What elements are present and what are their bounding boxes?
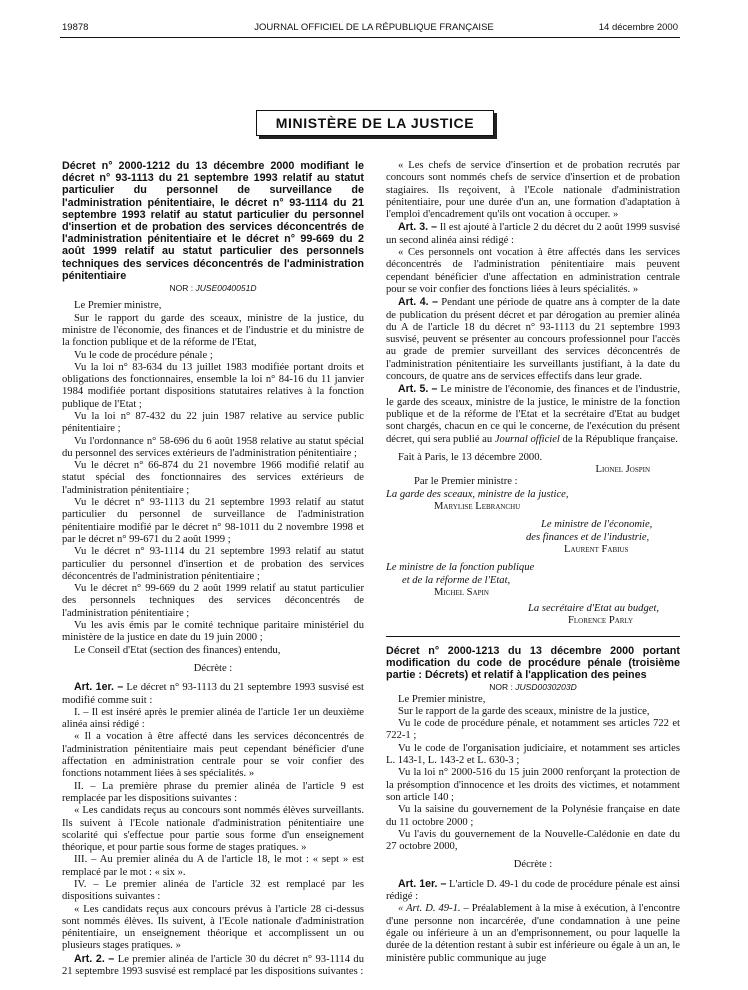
decree1-preamble-7: Vu le décret n° 93-1113 du 21 septembre 1993 relatif au statut particulier du personnel de surveillance de l'administration pénitentiaire modifié par le décret n° 98-1011 du 2 novembre 1998 et par le décret n° 99-671 du 2 août 1999 ; xyxy=(62,497,364,545)
signature-eco-title-1: Le ministre de l'économie, xyxy=(541,519,653,531)
issue-date: 14 décembre 2000 xyxy=(598,22,678,33)
decree2-preamble-1: Sur le rapport de la garde des sceaux, ministre de la justice, xyxy=(398,705,650,717)
decree1-art1-item-5: IV. – Le premier alinéa de l'article 32 est remplacé par les dispositions suivantes : xyxy=(62,878,364,903)
decree-separator xyxy=(386,636,680,637)
decree1-title: Décret n° 2000-1212 du 13 décembre 2000 modifiant le décret n° 93-1113 du 21 septembre 1993 relatif au statut particulier du personnel de surveillance de l'administration pénitentiaire, le décret n° 93-1114 du 21 septembre 1993 relatif au statut particulier du personnel d'insertion et de probation des services déconcentrés de l'administration pénitentiaire et le décret n° 99-669 du 2 août 1999 relatif au statut particulier des personnels techniques des services déconcentrés de l'administration pénitentiaire xyxy=(62,160,364,282)
header-rule xyxy=(60,37,680,38)
decree2-preamble-5: Vu la saisine du gouvernement de la Polynésie française en date du 11 octobre 2000 ; xyxy=(386,804,680,828)
decree2-preamble-2: Vu le code de procédure pénale, et notamment ses articles 722 et 722-1 ; xyxy=(386,718,680,742)
decree1-art1-item-6: « Les candidats reçus aux concours prévus à l'article 28 ci-dessus sont nommés élèves. Ils suivent, à l'Ecole nationale d'administration pénitentiaire, un enseignement théorique et accomplissent un ou plusieurs stages pratiques. » xyxy=(62,903,364,952)
signature-eco-name: Laurent Fabius xyxy=(564,543,629,555)
signature-par-pm: Par le Premier ministre : xyxy=(414,476,518,488)
decree1-article-1: Art. 1er. – Le décret n° 93-1113 du 21 septembre 1993 susvisé est modifié comme suit : xyxy=(62,681,364,706)
decree2-preamble-4: Vu la loi n° 2000-516 du 15 juin 2000 renforçant la protection de la présomption d'innocence et les droits des victimes, et notamment son article 140 ; xyxy=(386,767,680,803)
signature-garde-title: La garde des sceaux, ministre de la justice, xyxy=(386,488,569,500)
journal-title: JOURNAL OFFICIEL DE LA RÉPUBLIQUE FRANÇAISE xyxy=(254,22,494,33)
decree2-title: Décret n° 2000-1213 du 13 décembre 2000 portant modification du code de procédure pénale (troisième partie : Décrets) et relatif à l'application des peines xyxy=(386,644,680,682)
decree1-art1-item-3: « Les candidats reçus au concours sont nommés élèves surveillants. Ils suivent à l'Ecole nationale d'administration pénitentiaire une scolarité qui s'effectue pour partie sous forme d'un enseignement théorique, et pour partie sous forme de stages pratiques. » xyxy=(62,805,364,854)
decree1-article-4: Art. 4. – Pendant une période de quatre ans à compter de la date de publication du présent décret et par dérogation au premier alinéa du A de l'article 18 du décret n° 93-1113 du 21 septembre 1993 susvisé, peuvent se présenter au concours professionnel pour l'accès au grade de premier surveillant des services déconcentrés de l'administration pénitentiaire les surveillants justifiant, à la date du concours, de quatre ans de services effectifs dans leur grade. xyxy=(386,296,680,383)
decree1-art1-item-1: « Il a vocation à être affecté dans les services déconcentrés de l'administration pénitentiaire mais peut cependant bénéficier d'une affectation en administration centrale pour se voir confier des fonctions notamment liées à ses spécialités. » xyxy=(62,731,364,780)
decree1-preamble-11: Le Conseil d'Etat (section des finances) entendu, xyxy=(74,644,281,656)
decree1-nor: NOR : JUSE0040051D xyxy=(169,283,257,294)
decree1-preamble-10: Vu les avis émis par le comité technique paritaire ministériel du ministère de la justice en date du 19 juin 2000 ; xyxy=(62,620,364,644)
decree1-art3-quote: « Ces personnels ont vocation à être affectés dans les services déconcentrés de l'administration pénitentiaire mais peuvent cependant bénéficier d'une affectation en administration centrale pour se voir confier des fonctions liées à leurs spécialités. » xyxy=(386,247,680,295)
signature-fp-title-2: et de la réforme de l'Etat, xyxy=(402,574,511,586)
decree2-preamble-3: Vu le code de l'organisation judiciaire, et notamment ses articles L. 143-1, L. 143-2 et L. 630-3 ; xyxy=(386,742,680,767)
decree2-decrete: Décrète : xyxy=(513,859,553,871)
decree1-preamble-3: Vu la loi n° 83-634 du 13 juillet 1983 modifiée portant droits et obligations des fonctionnaires, ensemble la loi n° 84-16 du 11 janvier 1984 modifiée portant dispositions statutaires relatives à la fonction publique de l'Etat ; xyxy=(62,361,364,410)
decree1-art1-item-2: II. – La première phrase du premier alinéa de l'article 9 est remplacée par les dispositions suivantes : xyxy=(62,780,364,804)
decree1-preamble-4: Vu la loi n° 87-432 du 22 juin 1987 relative au service public pénitentiaire ; xyxy=(62,411,364,435)
decree1-preamble-2: Vu le code de procédure pénale ; xyxy=(74,349,213,361)
signature-eco-title-2: des finances et de l'industrie, xyxy=(526,531,650,543)
decree2-article-1: Art. 1er. – L'article D. 49-1 du code de procédure pénale est ainsi rédigé : xyxy=(386,877,680,903)
decree1-preamble-9: Vu le décret n° 99-669 du 2 août 1999 relatif au statut particulier des personnels techniques des services déconcentrés de l'administration pénitentiaire ; xyxy=(62,583,364,619)
decree2-preamble-0: Le Premier ministre, xyxy=(398,693,486,705)
left-column xyxy=(62,160,364,978)
decree1-preamble-6: Vu le décret n° 66-874 du 21 novembre 1966 modifié relatif au statut spécial des fonctionnaires des services extérieurs de l'administration pénitentiaire ; xyxy=(62,460,364,496)
signature-fp-title-1: Le ministre de la fonction publique xyxy=(386,562,535,574)
decree1-preamble-5: Vu l'ordonnance n° 58-696 du 6 août 1958 relative au statut spécial du personnel des services extérieurs de l'administration pénitentiaire ; xyxy=(62,435,364,459)
decree2-preamble-6: Vu l'avis du gouvernement de la Nouvelle-Calédonie en date du 27 octobre 2000, xyxy=(386,828,680,853)
decree1-preamble-1: Sur le rapport du garde des sceaux, ministre de la justice, du ministre de l'économie, des finances et de l'industrie et du ministre de la fonction publique et de la réforme de l'Etat, xyxy=(62,312,364,349)
ministry-title: MINISTÈRE DE LA JUSTICE xyxy=(256,110,494,136)
decree1-art1-item-4: III. – Au premier alinéa du A de l'article 18, le mot : « sept » est remplacé par le mot : « six ». xyxy=(62,854,364,878)
decree2-nor: NOR : JUSD0030203D xyxy=(489,682,577,693)
decree1-article-3: Art. 3. – Il est ajouté à l'article 2 du décret du 2 août 1999 susvisé un second alinéa ainsi rédigé : xyxy=(386,221,681,246)
decree1-fait: Fait à Paris, le 13 décembre 2000. xyxy=(398,451,543,463)
signature-budget-title: La secrétaire d'Etat au budget, xyxy=(528,603,660,615)
signature-pm: Lionel Jospin xyxy=(595,464,650,476)
decree1-preamble-8: Vu le décret n° 93-1114 du 21 septembre 1993 relatif au statut particulier du personnel d'insertion et de probation des services déconcentrés de l'administration pénitentiaire ; xyxy=(62,546,364,582)
decree1-article-5: Art. 5. – Le ministre de l'économie, des finances et de l'industrie, le garde des sceaux, ministre de la justice, le ministre de la fonction publique et de la réforme de l'Etat et la secrétaire d'Etat au budget sont chargés, chacun en ce qui le concerne, de l'exécution du présent décret, qui sera publié au Journal officiel de la République française. xyxy=(386,383,680,445)
decree1-art1-item-0: I. – Il est inséré après le premier alinéa de l'article 1er un deuxième alinéa ainsi rédigé : xyxy=(62,706,364,731)
decree1-art2-quote: « Les chefs de service d'insertion et de probation recrutés par concours sont nommés chefs de service d'insertion et de probation stagiaires. Ils reçoivent, à l'Ecole nationale d'administration pénitentiaire, pour une durée d'un an, une formation d'adaptation à l'emploi d'encadrement qu'ils ont vocation à occuper. » xyxy=(386,160,680,221)
decree1-preamble-0: Le Premier ministre, xyxy=(74,300,162,312)
right-column xyxy=(386,160,680,965)
decree2-art1-quote: « Art. D. 49-1. – Préalablement à la mise à exécution, à l'encontre d'une personne non incarcérée, d'une condamnation à une peine égale ou inférieure à un an d'emprisonnement, ou pour laquelle la durée de la détention restant à subir est inférieure ou égale à un an, le ministère public communique au juge xyxy=(386,903,680,964)
decree1-article-2: Art. 2. – Le premier alinéa de l'article 30 du décret n° 93-1114 du 21 septembre 1993 susvisé est remplacé par les dispositions suivantes : xyxy=(62,952,365,978)
signature-garde-name: Marylise Lebranchu xyxy=(434,501,521,513)
signature-fp-name: Michel Sapin xyxy=(434,586,489,598)
page-number: 19878 xyxy=(62,22,89,33)
decree1-decrete: Décrète : xyxy=(193,662,233,674)
signature-budget-name: Florence Parly xyxy=(568,615,634,627)
